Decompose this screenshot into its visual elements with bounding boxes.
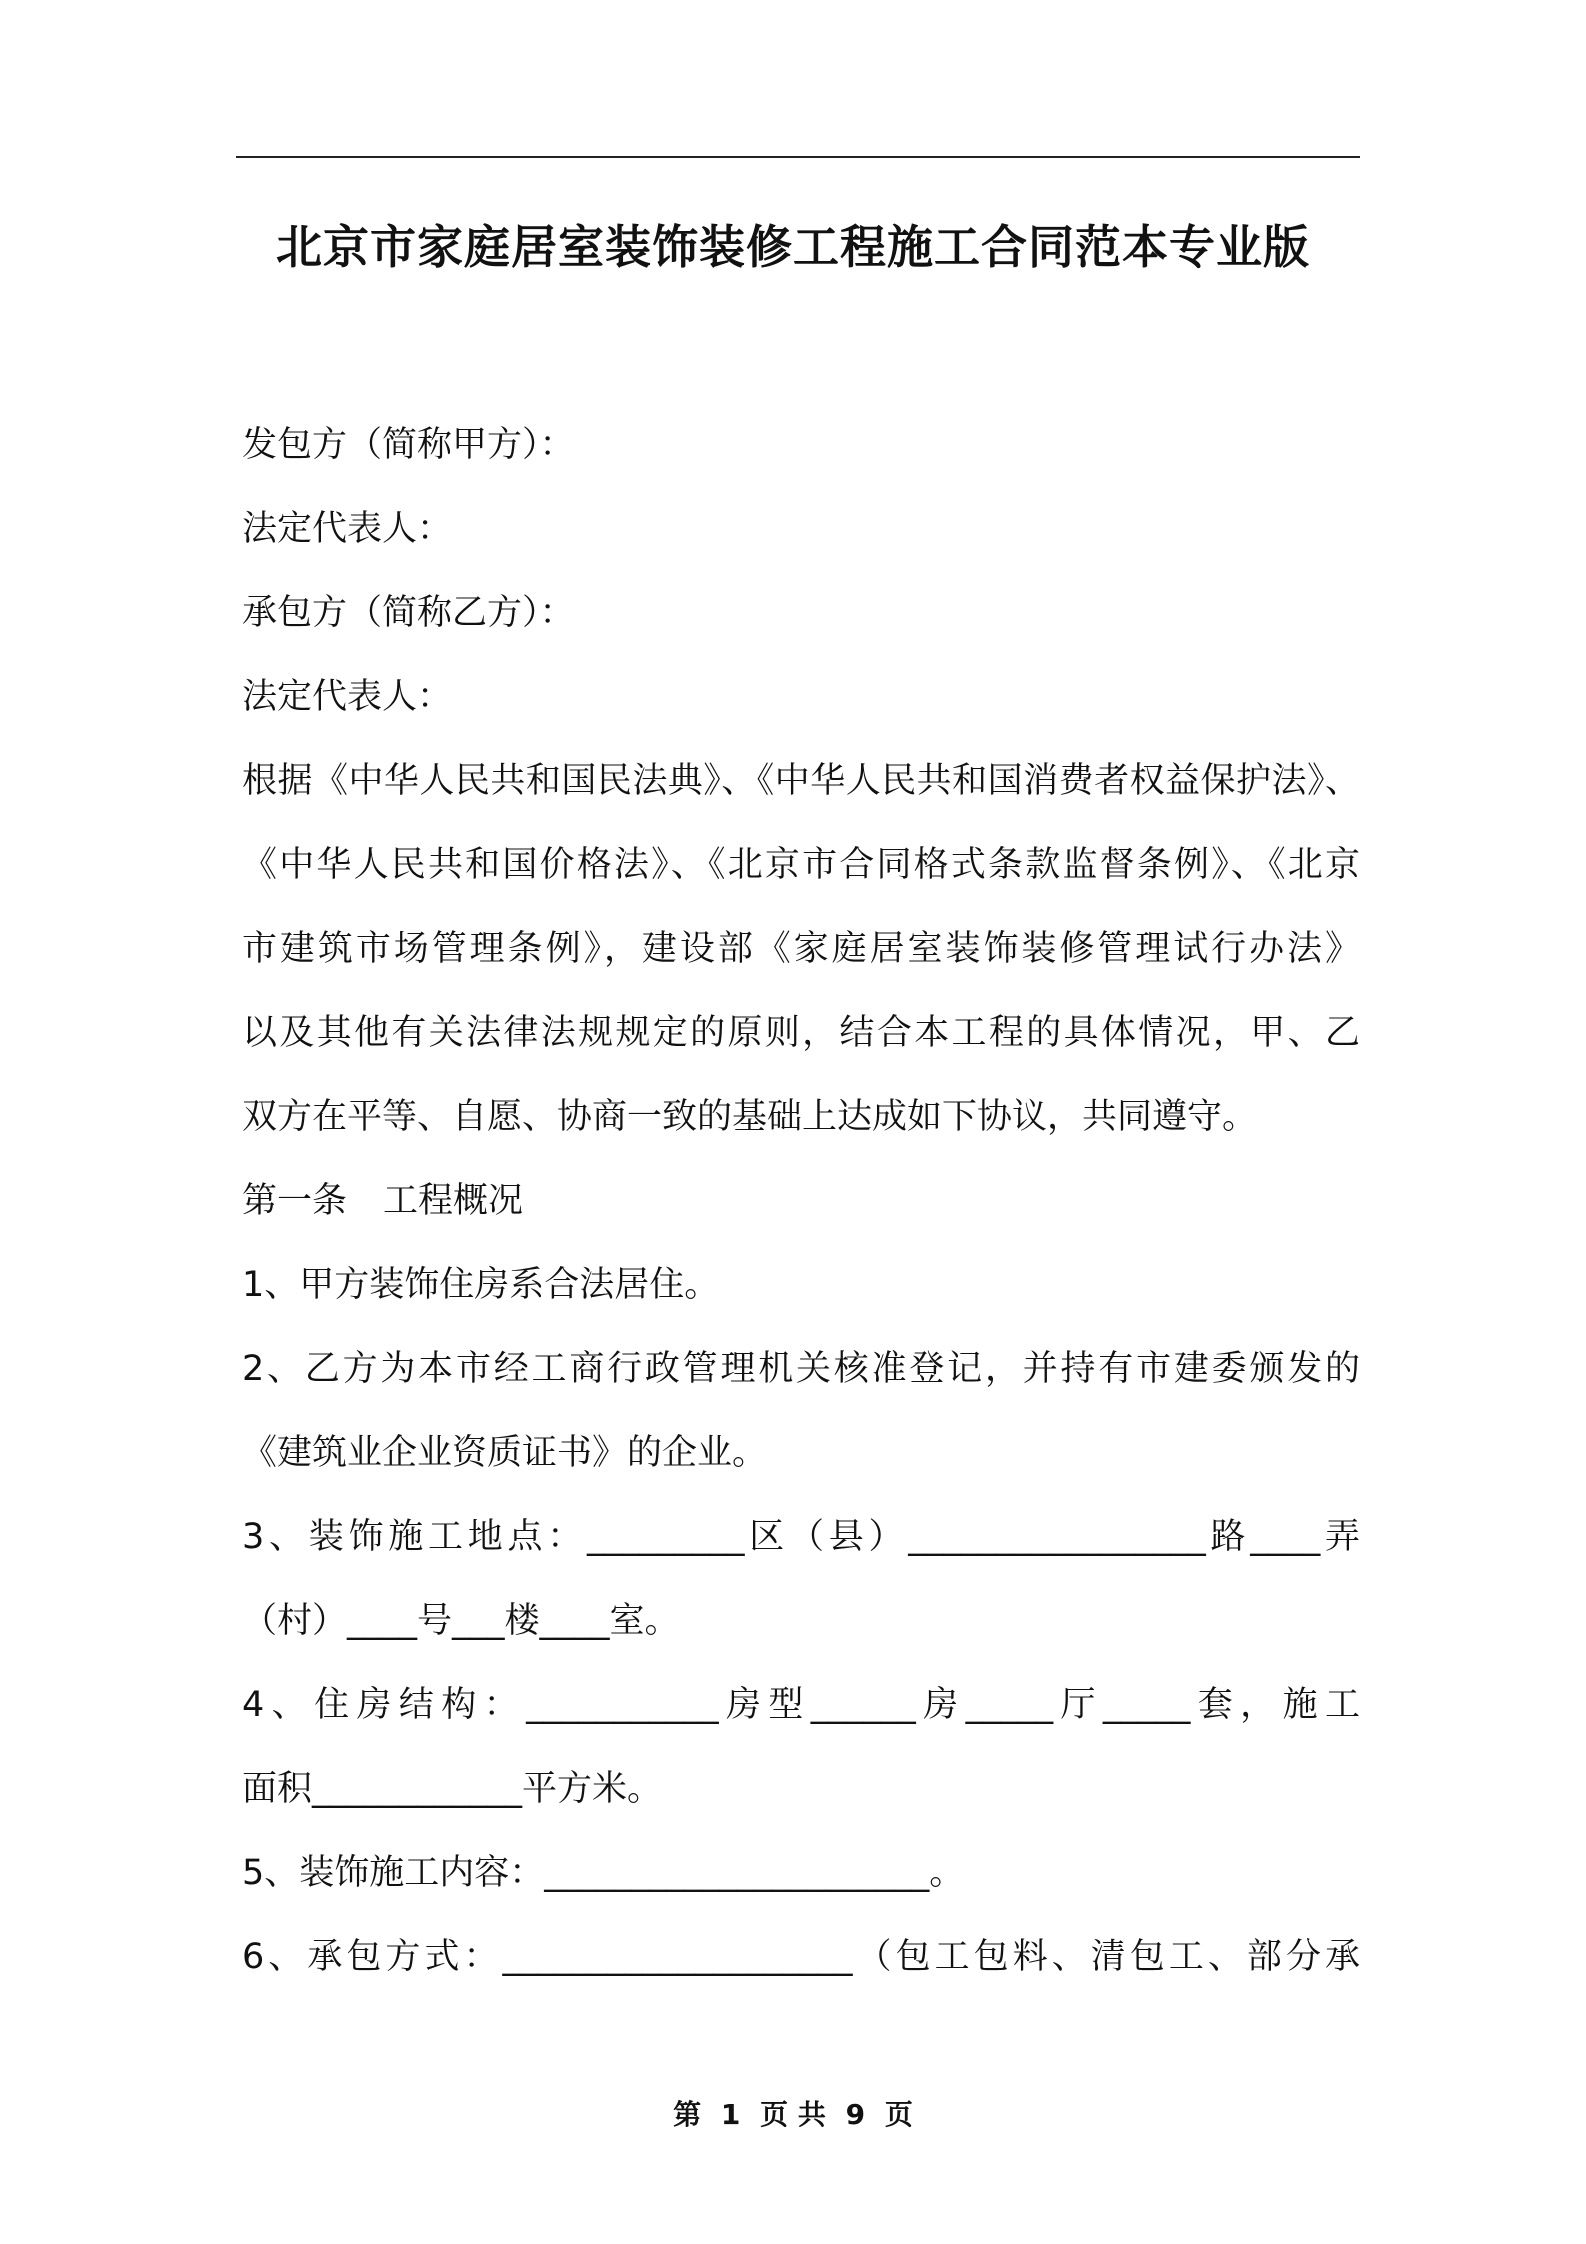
page-total: 9 bbox=[845, 2098, 866, 2131]
header-rule bbox=[236, 156, 1360, 158]
party-b-line: 承包方（简称乙方）： bbox=[242, 593, 575, 633]
party-b-rep-line: 法定代表人： bbox=[242, 677, 453, 717]
clause-line: 2、乙方为本市经工商行政管理机关核准登记，并持有市建委颁发的 bbox=[242, 1349, 1360, 1389]
clause-line: 6、承包方式：____________________（包工包料、清包工、部分承 bbox=[242, 1937, 1360, 1977]
preamble-line: 双方在平等、自愿、协商一致的基础上达成如下协议，共同遵守。 bbox=[242, 1097, 1258, 1137]
page-number: 1 bbox=[720, 2098, 741, 2131]
contract-body bbox=[242, 403, 1360, 1999]
preamble-line: 以及其他有关法律法规规定的原则，结合本工程的具体情况，甲、乙 bbox=[242, 1013, 1360, 1053]
clause-line: 《建筑业企业资质证书》的企业。 bbox=[242, 1433, 768, 1473]
article-number: 第一条 bbox=[242, 1181, 348, 1221]
article-heading bbox=[242, 1159, 1360, 1243]
article-title: 工程概况 bbox=[383, 1181, 524, 1221]
preamble-line: 市建筑市场管理条例》，建设部《家庭居室装饰装修管理试行办法》 bbox=[242, 929, 1360, 969]
party-a-line: 发包方（简称甲方）： bbox=[242, 425, 575, 465]
footer-suffix: 页 bbox=[884, 2098, 913, 2131]
clause-line: 面积____________平方米。 bbox=[242, 1769, 663, 1809]
footer-prefix: 第 bbox=[673, 2098, 702, 2131]
footer-mid: 页 共 bbox=[760, 2098, 826, 2131]
document-title: 北京市家庭居室装饰装修工程施工合同范本专业版 bbox=[276, 220, 1310, 274]
clause-line: 4、住房结构：___________房型______房_____厅_____套，施工 bbox=[242, 1685, 1360, 1725]
clause-line: 1、甲方装饰住房系合法居住。 bbox=[242, 1265, 720, 1305]
preamble-line: 根据《中华人民共和国民法典》、《中华人民共和国消费者权益保护法》、 bbox=[242, 761, 1360, 801]
preamble-line: 《中华人民共和国价格法》、《北京市合同格式条款监督条例》、《北京 bbox=[242, 845, 1360, 885]
clause-line: （村）____号___楼____室。 bbox=[242, 1601, 680, 1641]
clause-line: 5、装饰施工内容：______________________。 bbox=[242, 1853, 965, 1893]
page-footer bbox=[0, 2095, 1586, 2135]
clause-line: 3、装饰施工地点：_________区（县）_________________路____弄 bbox=[242, 1517, 1360, 1557]
party-a-rep-line: 法定代表人： bbox=[242, 509, 453, 549]
